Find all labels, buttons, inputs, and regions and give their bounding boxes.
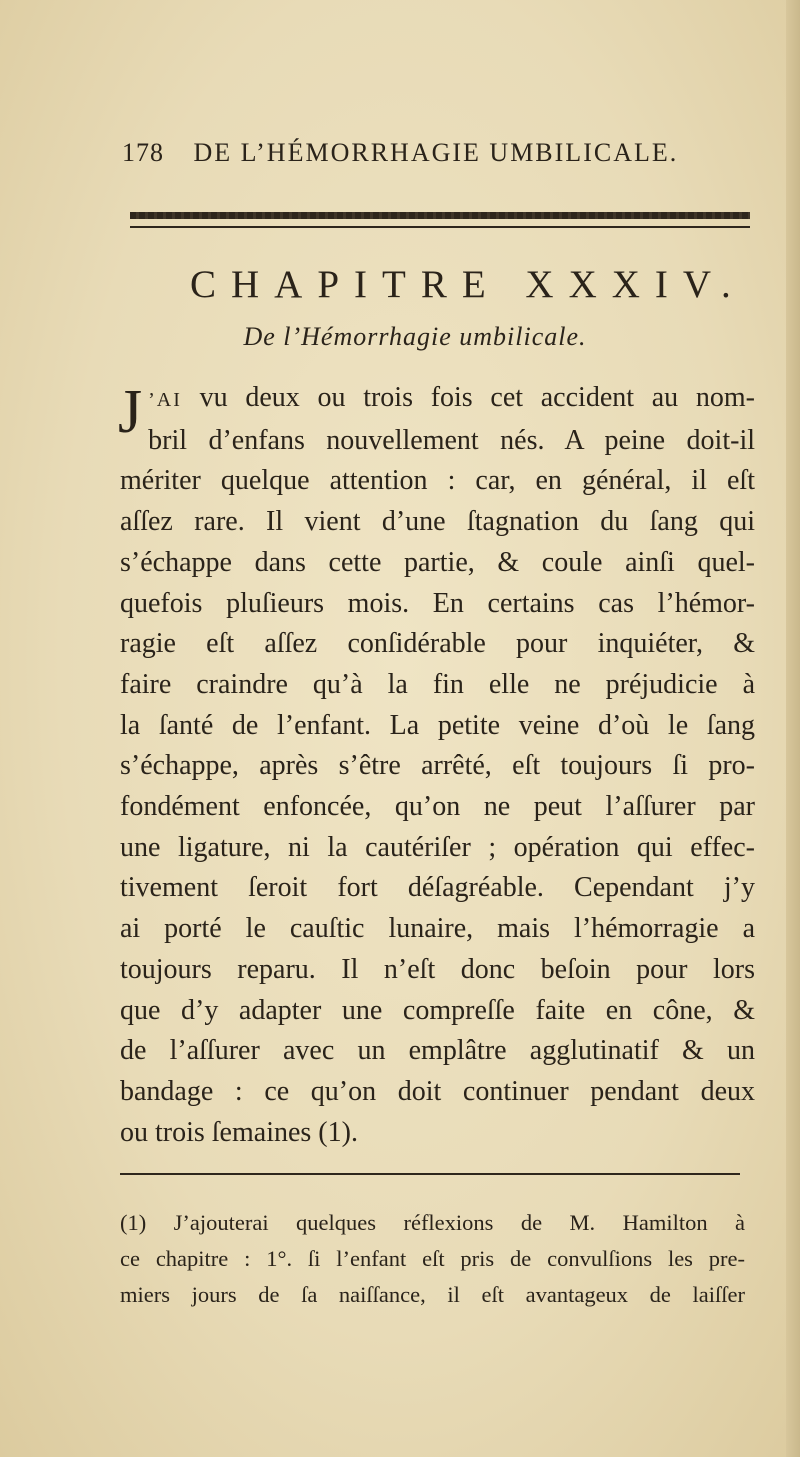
first-word: ’AI [148,389,182,411]
body-line: quefois pluſieurs mois. En certains cas l’hémor- [120,587,755,619]
chapter-heading: CHAPITRE XXXIV. [190,263,746,306]
header-ornament-rule [130,212,750,219]
body-line: s’échappe dans cette partie, & coule ainſi quel- [120,546,755,578]
body-line: une ligature, ni la cautériſer ; opération qui effec- [120,831,755,863]
footnote-line: miers jours de ſa naiſſance, il eſt avantageux de laiſſer [120,1282,745,1307]
body-line: ai porté le cauſtic lunaire, mais l’hémorragie a [120,913,755,945]
body-line: de l’aſſurer avec un emplâtre agglutinatif & un [120,1035,755,1067]
running-title: DE L’HÉMORRHAGIE UMBILICALE. [193,138,679,167]
body-line: mériter quelque attention : car, en général, il eſt [120,465,755,497]
body-line: ragie eſt aſſez conſidérable pour inquiéter, & [120,628,755,660]
body-line: bandage : ce qu’on doit continuer pendant deux [120,1075,755,1107]
drop-cap: J [118,378,143,446]
chapter-subtitle: De l’Hémorrhagie umbilicale. [243,322,587,351]
footnote-line: ce chapitre : 1°. ſi l’enfant eſt pris de convulſions les pre- [120,1246,745,1271]
page-edge [786,0,800,1457]
body-line: la ſanté de l’enfant. La petite veine d’où le ſang [120,709,755,741]
body-line: que d’y adapter une compreſſe faite en cône, & [120,994,755,1026]
body-line: toujours reparu. Il n’eſt donc beſoin pour lors [120,953,755,985]
page-number: 178 [122,138,164,167]
body-line: faire craindre qu’à la fin elle ne préjudicie à [120,668,755,700]
footnote-line: (1) J’ajouterai quelques réflexions de M. Hamilton à [120,1210,745,1235]
running-header [122,138,750,168]
body-text [120,378,755,1153]
body-last-line: ou trois ſemaines (1). [120,1116,358,1148]
body-line: bril d’enfans nouvellement nés. A peine doit-il [148,424,755,456]
footnote [120,1205,745,1313]
footnote-rule [120,1173,740,1175]
header-thin-rule [130,226,750,228]
body-line: s’échappe, après s’être arrêté, eſt toujours ſi pro- [120,750,755,782]
body-line: fondément enfoncée, qu’on ne peut l’aſſurer par [120,791,755,823]
body-line: aſſez rare. Il vient d’une ſtagnation du ſang qui [120,506,755,538]
first-line-rest: vu deux ou trois fois cet accident au nom- [181,382,755,413]
body-line: tivement ſeroit fort déſagréable. Cependant j’y [120,872,755,904]
